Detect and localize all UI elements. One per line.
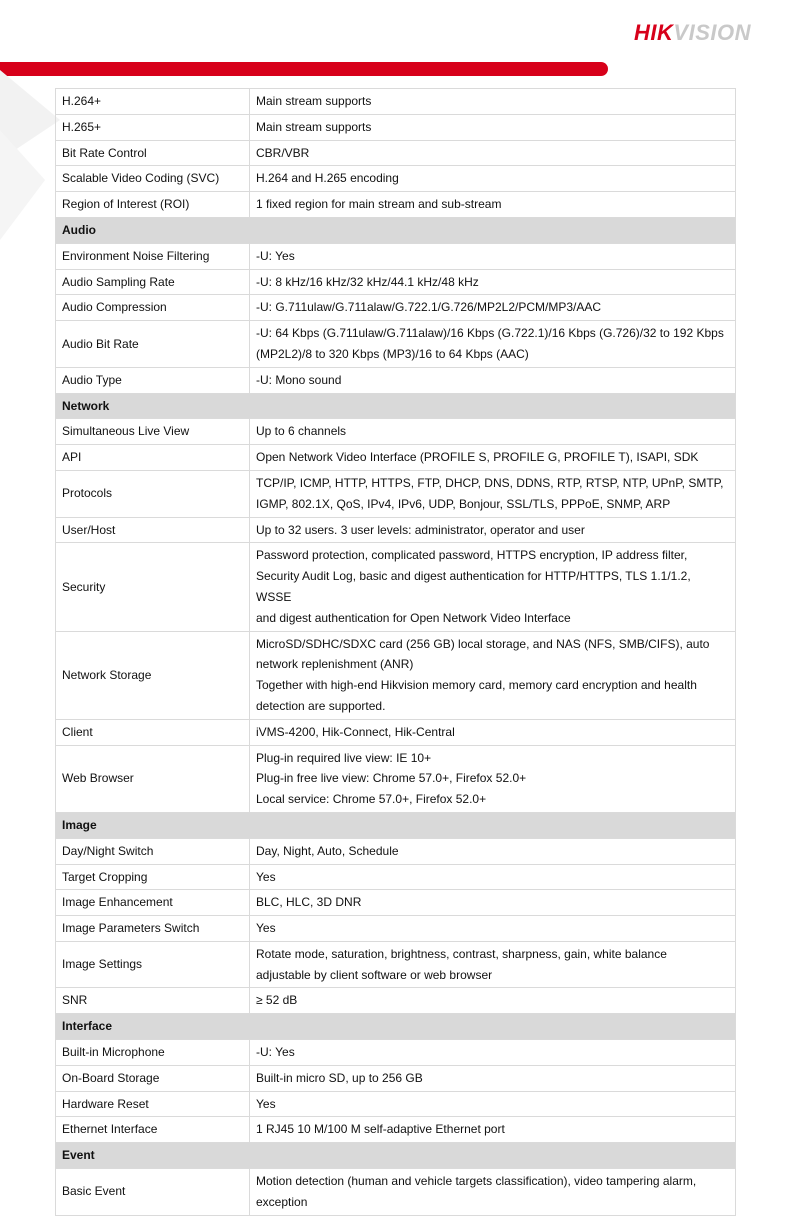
- spec-label: Security: [56, 543, 250, 631]
- spec-label: Built-in Microphone: [56, 1040, 250, 1066]
- spec-value-line: (MP2L2)/8 to 320 Kbps (MP3)/16 to 64 Kbps (AAC): [256, 346, 529, 361]
- spec-row: [56, 719, 736, 745]
- spec-label: Ethernet Interface: [56, 1117, 250, 1143]
- spec-value: Up to 6 channels: [250, 419, 736, 445]
- spec-row: [56, 470, 736, 517]
- spec-label: Scalable Video Coding (SVC): [56, 166, 250, 192]
- spec-value: -U: Mono sound: [250, 367, 736, 393]
- spec-value: 1 RJ45 10 M/100 M self-adaptive Ethernet port: [250, 1117, 736, 1143]
- spec-value-line: MicroSD/SDHC/SDXC card (256 GB) local storage, and NAS (NFS, SMB/CIFS), auto: [256, 636, 710, 651]
- section-header-row: [56, 1143, 736, 1169]
- specifications-table: [55, 88, 736, 1216]
- spec-label: Audio Type: [56, 367, 250, 393]
- spec-label: Image Settings: [56, 941, 250, 988]
- spec-value-line: exception: [256, 1194, 308, 1209]
- section-header-row: [56, 812, 736, 838]
- section-title: Network: [56, 393, 250, 419]
- spec-value: Yes: [250, 864, 736, 890]
- spec-row: [56, 295, 736, 321]
- spec-value: Main stream supports: [250, 89, 736, 115]
- spec-label: Target Cropping: [56, 864, 250, 890]
- spec-value: [250, 543, 736, 631]
- spec-row: [56, 114, 736, 140]
- spec-value: Built-in micro SD, up to 256 GB: [250, 1065, 736, 1091]
- spec-value-line: and digest authentication for Open Network Video Interface: [256, 610, 571, 625]
- spec-label: Simultaneous Live View: [56, 419, 250, 445]
- spec-label: On-Board Storage: [56, 1065, 250, 1091]
- section-spacer: [250, 217, 736, 243]
- spec-row: [56, 745, 736, 812]
- spec-label: Protocols: [56, 470, 250, 517]
- section-header-row: [56, 1014, 736, 1040]
- spec-value-line: detection are supported.: [256, 698, 386, 713]
- spec-label: H.265+: [56, 114, 250, 140]
- header-accent-bar: [0, 62, 608, 76]
- spec-value-line: -U: 64 Kbps (G.711ulaw/G.711alaw)/16 Kbps (G.722.1)/16 Kbps (G.726)/32 to 192 Kbps: [256, 326, 724, 341]
- spec-label: Bit Rate Control: [56, 140, 250, 166]
- logo-text-gray: VISION: [673, 20, 751, 45]
- spec-label: Image Parameters Switch: [56, 916, 250, 942]
- spec-label: Hardware Reset: [56, 1091, 250, 1117]
- spec-value: CBR/VBR: [250, 140, 736, 166]
- spec-row: [56, 631, 736, 719]
- spec-value-line: Motion detection (human and vehicle targets classification), video tampering alarm,: [256, 1174, 697, 1189]
- spec-value-line: IGMP, 802.1X, QoS, IPv4, IPv6, UDP, Bonjour, SSL/TLS, PPPoE, SNMP, ARP: [256, 496, 671, 511]
- section-spacer: [250, 1143, 736, 1169]
- spec-value: H.264 and H.265 encoding: [250, 166, 736, 192]
- spec-label: Environment Noise Filtering: [56, 243, 250, 269]
- spec-row: [56, 1091, 736, 1117]
- section-title: Interface: [56, 1014, 250, 1040]
- spec-value: -U: Yes: [250, 1040, 736, 1066]
- spec-label: Client: [56, 719, 250, 745]
- spec-label: Region of Interest (ROI): [56, 192, 250, 218]
- spec-value: ≥ 52 dB: [250, 988, 736, 1014]
- spec-row: [56, 916, 736, 942]
- hikvision-logo: [634, 20, 751, 46]
- spec-row: [56, 543, 736, 631]
- spec-label: API: [56, 445, 250, 471]
- section-spacer: [250, 393, 736, 419]
- spec-value: [250, 1169, 736, 1216]
- spec-value: 1 fixed region for main stream and sub-stream: [250, 192, 736, 218]
- spec-label: Basic Event: [56, 1169, 250, 1216]
- spec-row: [56, 517, 736, 543]
- spec-label: Audio Sampling Rate: [56, 269, 250, 295]
- spec-value-line: Plug-in free live view: Chrome 57.0+, Firefox 52.0+: [256, 771, 527, 786]
- section-header-row: [56, 217, 736, 243]
- spec-value: Yes: [250, 916, 736, 942]
- spec-value-line: TCP/IP, ICMP, HTTP, HTTPS, FTP, DHCP, DNS, DDNS, RTP, RTSP, NTP, UPnP, SMTP,: [256, 475, 724, 490]
- spec-value: [250, 941, 736, 988]
- spec-value: -U: G.711ulaw/G.711alaw/G.722.1/G.726/MP2L2/PCM/MP3/AAC: [250, 295, 736, 321]
- spec-row: [56, 243, 736, 269]
- logo-text-red: HIK: [634, 20, 674, 45]
- spec-value: Day, Night, Auto, Schedule: [250, 838, 736, 864]
- spec-value: Up to 32 users. 3 user levels: administrator, operator and user: [250, 517, 736, 543]
- spec-label: User/Host: [56, 517, 250, 543]
- spec-row: [56, 445, 736, 471]
- spec-value: BLC, HLC, 3D DNR: [250, 890, 736, 916]
- section-spacer: [250, 1014, 736, 1040]
- section-header-row: [56, 393, 736, 419]
- spec-label: Audio Compression: [56, 295, 250, 321]
- spec-value: iVMS-4200, Hik-Connect, Hik-Central: [250, 719, 736, 745]
- spec-label: Network Storage: [56, 631, 250, 719]
- spec-row: [56, 1169, 736, 1216]
- spec-row: [56, 1117, 736, 1143]
- spec-row: [56, 166, 736, 192]
- spec-row: [56, 140, 736, 166]
- spec-value: [250, 631, 736, 719]
- spec-value-line: Together with high-end Hikvision memory card, memory card encryption and health: [256, 678, 697, 693]
- spec-row: [56, 988, 736, 1014]
- spec-value-line: Rotate mode, saturation, brightness, contrast, sharpness, gain, white balance: [256, 946, 667, 961]
- spec-value-line: network replenishment (ANR): [256, 657, 414, 672]
- spec-row: [56, 321, 736, 368]
- section-title: Event: [56, 1143, 250, 1169]
- spec-label: Web Browser: [56, 745, 250, 812]
- spec-value: -U: Yes: [250, 243, 736, 269]
- spec-value-line: adjustable by client software or web browser: [256, 967, 493, 982]
- spec-row: [56, 890, 736, 916]
- spec-row: [56, 864, 736, 890]
- spec-row: [56, 192, 736, 218]
- spec-row: [56, 838, 736, 864]
- spec-value-line: Password protection, complicated password, HTTPS encryption, IP address filter,: [256, 548, 688, 563]
- spec-value: Yes: [250, 1091, 736, 1117]
- spec-row: [56, 269, 736, 295]
- spec-value: -U: 8 kHz/16 kHz/32 kHz/44.1 kHz/48 kHz: [250, 269, 736, 295]
- spec-value: [250, 470, 736, 517]
- section-title: Audio: [56, 217, 250, 243]
- spec-row: [56, 941, 736, 988]
- section-spacer: [250, 812, 736, 838]
- watermark-graphic: [0, 70, 60, 240]
- spec-row: [56, 1040, 736, 1066]
- spec-label: H.264+: [56, 89, 250, 115]
- spec-value-line: Local service: Chrome 57.0+, Firefox 52.0+: [256, 792, 487, 807]
- spec-value: [250, 745, 736, 812]
- spec-label: Day/Night Switch: [56, 838, 250, 864]
- spec-label: Audio Bit Rate: [56, 321, 250, 368]
- spec-label: Image Enhancement: [56, 890, 250, 916]
- spec-value: Open Network Video Interface (PROFILE S, PROFILE G, PROFILE T), ISAPI, SDK: [250, 445, 736, 471]
- section-title: Image: [56, 812, 250, 838]
- spec-row: [56, 367, 736, 393]
- spec-row: [56, 1065, 736, 1091]
- spec-value-line: Plug-in required live view: IE 10+: [256, 750, 432, 765]
- spec-value: [250, 321, 736, 368]
- spec-value: Main stream supports: [250, 114, 736, 140]
- spec-value-line: Security Audit Log, basic and digest authentication for HTTP/HTTPS, TLS 1.1/1.2, WSSE: [256, 569, 691, 604]
- spec-row: [56, 419, 736, 445]
- spec-row: [56, 89, 736, 115]
- spec-label: SNR: [56, 988, 250, 1014]
